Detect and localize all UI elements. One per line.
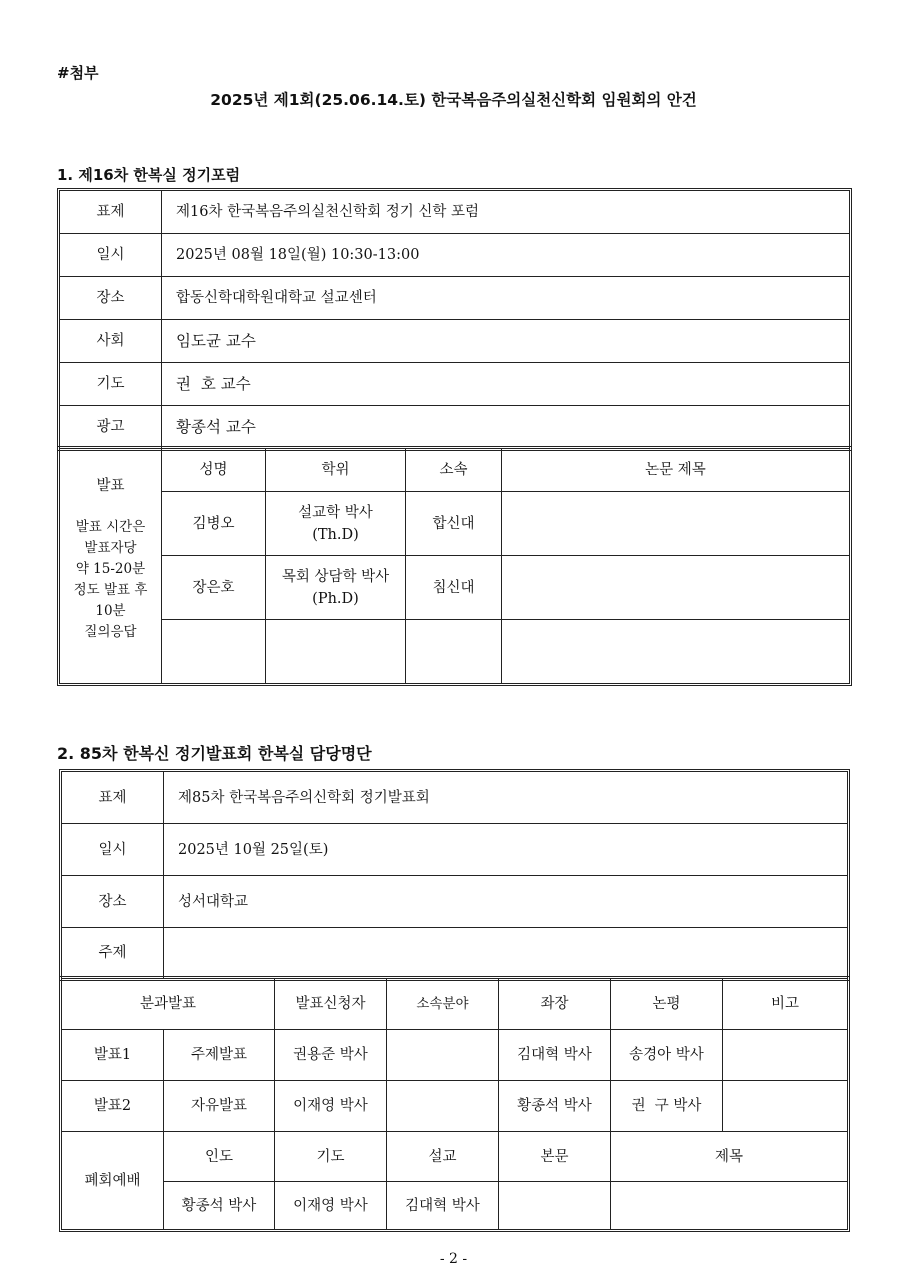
info-label: 주제 (62, 928, 164, 979)
session-type: 주제발표 (164, 1030, 275, 1081)
session-number: 발표1 (62, 1030, 164, 1081)
info-value (164, 928, 848, 979)
document-title: 2025년 제1회(25.06.14.토) 한국복음주의실천신학회 임원회의 안건 (210, 91, 697, 109)
worship-header-prayer: 기도 (275, 1132, 387, 1182)
presentation-table (59, 448, 850, 684)
header-paper-title: 논문 제목 (502, 449, 850, 492)
worship-value-row (62, 1182, 848, 1230)
info-label: 사회 (60, 320, 162, 363)
info-label: 장소 (60, 277, 162, 320)
session-chair: 김대혁 박사 (499, 1030, 611, 1081)
info-label: 표제 (62, 772, 164, 824)
session-field (387, 1081, 499, 1132)
info-value: 합동신학대학원대학교 설교센터 (162, 277, 850, 320)
worship-lead: 황종석 박사 (164, 1182, 275, 1230)
info-row (62, 928, 848, 979)
presentation-label: 발표 (96, 478, 125, 494)
info-label: 일시 (60, 234, 162, 277)
session-note (723, 1030, 848, 1081)
presenter-paper (502, 556, 850, 620)
empty-cell (266, 620, 406, 684)
info-value: 황종석 교수 (162, 406, 850, 449)
header-name: 성명 (162, 449, 266, 492)
session-note (723, 1081, 848, 1132)
session-chair: 황종석 박사 (499, 1081, 611, 1132)
worship-header-sermon: 설교 (387, 1132, 499, 1182)
info-label: 일시 (62, 824, 164, 876)
info-value: 성서대학교 (164, 876, 848, 928)
info-row (60, 277, 850, 320)
info-label: 광고 (60, 406, 162, 449)
worship-sermon: 김대혁 박사 (387, 1182, 499, 1230)
info-value: 권 호 교수 (162, 363, 850, 406)
header-field: 소속분야 (387, 979, 499, 1030)
forum-info-table (59, 190, 850, 449)
header-review: 논평 (611, 979, 723, 1030)
worship-prayer: 이재영 박사 (275, 1182, 387, 1230)
info-value: 2025년 10월 25일(토) (164, 824, 848, 876)
worship-header-text: 본문 (499, 1132, 611, 1182)
presenter-affiliation: 합신대 (406, 492, 502, 556)
meeting-info-table (61, 771, 848, 979)
info-label: 장소 (62, 876, 164, 928)
note-line: 질의응답 (84, 624, 137, 640)
header-note: 비고 (723, 979, 848, 1030)
info-value: 제16차 한국복음주의실천신학회 정기 신학 포럼 (162, 191, 850, 234)
info-row (60, 363, 850, 406)
info-value: 제85차 한국복음주의신학회 정기발표회 (164, 772, 848, 824)
info-value: 2025년 08월 18일(월) 10:30-13:00 (162, 234, 850, 277)
section2-heading: 2. 85차 한복신 정기발표회 한복실 담당명단 (57, 744, 372, 763)
attachment-label: #첨부 (57, 64, 99, 82)
info-row (60, 191, 850, 234)
page-number: - 2 - (439, 1251, 468, 1267)
session-review: 권 구 박사 (611, 1081, 723, 1132)
degree-line: (Ph.D) (312, 590, 359, 607)
sessions-table (61, 978, 848, 1230)
note-line: 발표자당 (84, 540, 137, 556)
worship-label: 폐회예배 (62, 1132, 164, 1230)
presenter-degree (266, 492, 406, 556)
info-row (60, 406, 850, 449)
presenter-degree (266, 556, 406, 620)
session-number: 발표2 (62, 1081, 164, 1132)
header-session: 분과발표 (62, 979, 275, 1030)
empty-cell (162, 620, 266, 684)
info-label: 표제 (60, 191, 162, 234)
note-line: 정도 발표 후 (73, 582, 148, 598)
header-affiliation: 소속 (406, 449, 502, 492)
info-row (60, 234, 850, 277)
presenter-affiliation: 침신대 (406, 556, 502, 620)
note-line: 약 15-20분 (75, 561, 146, 577)
session-row (62, 1081, 848, 1132)
worship-header-lead: 인도 (164, 1132, 275, 1182)
info-row (62, 772, 848, 824)
sessions-header-row (62, 979, 848, 1030)
session-review: 송경아 박사 (611, 1030, 723, 1081)
section1-heading: 1. 제16차 한복실 정기포럼 (57, 166, 241, 184)
worship-text (499, 1182, 611, 1230)
session-type: 자유발표 (164, 1081, 275, 1132)
presenter-row (60, 556, 850, 620)
info-row (62, 824, 848, 876)
presenter-row (60, 492, 850, 556)
degree-line: (Th.D) (312, 526, 359, 543)
note-line: 10분 (95, 603, 126, 619)
info-label: 기도 (60, 363, 162, 406)
session-applicant: 이재영 박사 (275, 1081, 387, 1132)
info-value: 임도균 교수 (162, 320, 850, 363)
degree-line: 목회 상담학 박사 (281, 568, 390, 585)
degree-line: 설교학 박사 (298, 504, 373, 521)
session-row (62, 1030, 848, 1081)
worship-header-row (62, 1132, 848, 1182)
presenter-name: 김병오 (162, 492, 266, 556)
presenter-paper (502, 492, 850, 556)
header-applicant: 발표신청자 (275, 979, 387, 1030)
empty-cell (406, 620, 502, 684)
presentation-note (66, 517, 155, 643)
empty-cell (502, 620, 850, 684)
presenter-name: 장은호 (162, 556, 266, 620)
presentation-label-cell (60, 449, 162, 684)
presenter-row-empty (60, 620, 850, 684)
info-row (62, 876, 848, 928)
header-degree: 학위 (266, 449, 406, 492)
session-applicant: 권용준 박사 (275, 1030, 387, 1081)
note-line: 발표 시간은 (75, 519, 146, 535)
worship-title (611, 1182, 848, 1230)
header-chair: 좌장 (499, 979, 611, 1030)
info-row (60, 320, 850, 363)
worship-header-title: 제목 (611, 1132, 848, 1182)
session-field (387, 1030, 499, 1081)
